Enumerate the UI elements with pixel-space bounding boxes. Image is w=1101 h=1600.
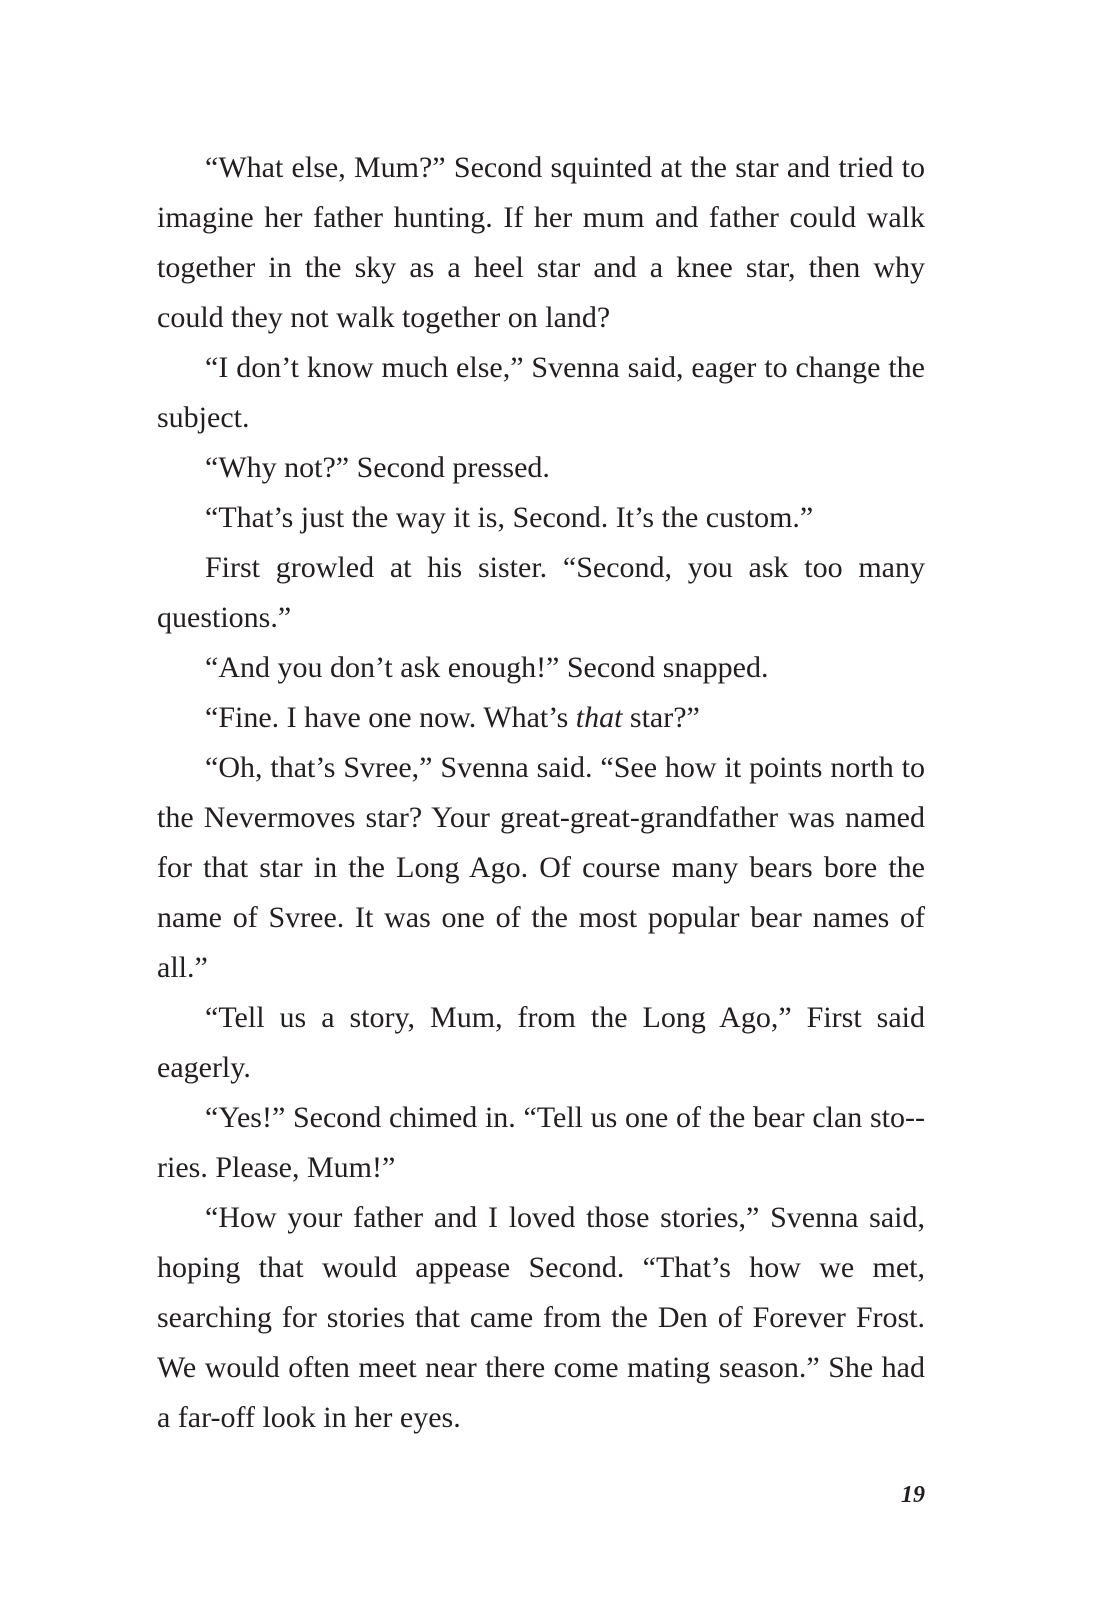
paragraph: “What else, Mum?” Second squinted at the star and tried to imagine her father hunting. If her mum and father could walk together in the sky as a heel star and a knee star, then why could they not walk together on land? [157, 151, 925, 334]
paragraph: “Fine. I have one now. What’s that star?” [205, 701, 700, 734]
italic-word: that [575, 701, 623, 734]
paragraph: “That’s just the way it is, Second. It’s the custom.” [205, 501, 814, 534]
paragraph: “How your father and I loved those stories,” Svenna said, hoping that would appease Second. “That’s how we met, searching for stories that came from the Den of Forever Frost. We would often meet near there come mating season.” She had a far-off look in her eyes. [157, 1201, 925, 1434]
paragraph: “Tell us a story, Mum, from the Long Ago,” First said eagerly. [157, 1001, 925, 1084]
page-number: 19 [901, 1482, 925, 1508]
paragraph: “And you don’t ask enough!” Second snapped. [205, 651, 769, 684]
paragraph: “Oh, that’s Svree,” Svenna said. “See how it points north to the Nevermoves star? Your great-great-grandfather was named for that star in the Long Ago. Of course many bears bore the name of Svree. It was one of the most popular bear names of all.” [157, 751, 925, 984]
paragraph: First growled at his sister. “Second, you ask too many questions.” [157, 551, 925, 634]
paragraph: “Why not?” Second pressed. [205, 451, 550, 484]
body-text [157, 143, 925, 1443]
paragraph: “Yes!” Second chimed in. “Tell us one of the bear clan sto-ries. Please, Mum!” [157, 1101, 925, 1184]
paragraph: “I don’t know much else,” Svenna said, eager to change the subject. [157, 351, 925, 434]
